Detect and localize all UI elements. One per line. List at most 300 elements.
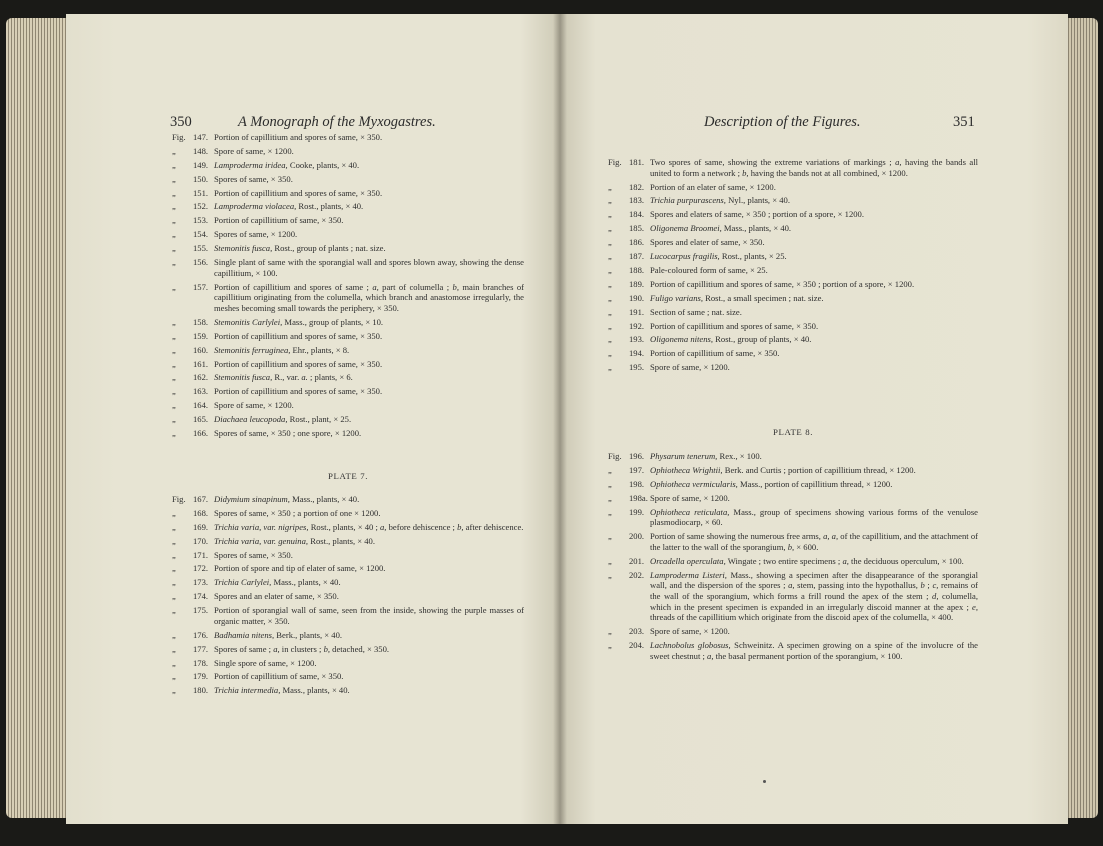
right-figure-list	[608, 157, 978, 376]
figure-label: „	[172, 563, 176, 574]
figure-number: 178.	[193, 657, 209, 668]
italic-text: Trichia varia, var. genuina,	[214, 535, 309, 546]
caption-text: Spores and elater of same, × 350.	[650, 237, 765, 248]
figure-entry	[608, 251, 978, 262]
figure-label: „	[172, 400, 176, 411]
caption-text: Cooke, plants, × 40.	[287, 159, 360, 170]
figure-caption	[650, 223, 978, 234]
figure-caption	[650, 195, 978, 206]
italic-text: Ophiotheca Wrightii,	[650, 464, 723, 475]
plate-title: PLATE 8.	[773, 427, 813, 437]
figure-caption	[650, 279, 978, 290]
caption-text: the basal permanent portion of the sporangium, × 100.	[713, 650, 903, 661]
figure-number: 173.	[193, 577, 209, 588]
figure-label: „	[608, 362, 612, 373]
figure-caption	[214, 215, 524, 226]
figure-number: 181.	[629, 157, 645, 167]
figure-label: „	[608, 278, 612, 289]
caption-text: stem, passing into the hypothallus,	[794, 580, 921, 591]
italic-text: a,	[273, 643, 280, 654]
caption-text: Rost., plants, × 40 ;	[308, 521, 380, 532]
figure-label: „	[172, 643, 176, 654]
figure-label: „	[172, 159, 176, 170]
figure-entry	[608, 493, 978, 504]
italic-text: Stemonitis fusca,	[214, 243, 273, 254]
caption-text: Single plant of same with the sporangial wall and spores blown away, showing the dense capillitium, × 100.	[214, 257, 524, 278]
caption-text: Spores of same, × 350 ; one spore, × 1200.	[214, 428, 362, 439]
figure-caption	[214, 257, 524, 278]
caption-text: Rost., plant, × 25.	[287, 414, 352, 425]
figure-label: „	[608, 348, 612, 359]
figure-caption	[650, 626, 978, 637]
figure-number: 175.	[193, 605, 209, 616]
figure-number: 197.	[629, 464, 645, 475]
figure-caption	[214, 685, 524, 696]
figure-caption	[214, 494, 524, 505]
caption-text: of the capillitium, and the attachment of the latter to the wall of the sporangium,	[650, 531, 978, 552]
figure-caption	[214, 550, 524, 561]
figure-label: „	[172, 358, 176, 369]
figure-entry	[172, 386, 524, 397]
figure-number: 182.	[629, 181, 645, 192]
italic-text: a,	[895, 157, 902, 167]
figure-label: „	[608, 492, 612, 503]
figure-label: „	[608, 209, 612, 220]
figure-caption	[214, 644, 524, 655]
figure-caption	[214, 508, 524, 519]
figure-number: 157.	[193, 281, 209, 292]
italic-text: Stemonitis Carlylei,	[214, 316, 283, 327]
figure-label: „	[172, 229, 176, 240]
italic-text: a,	[372, 281, 379, 292]
caption-text: Portion of an elater of same, × 1200.	[650, 181, 776, 192]
caption-text: Rost., plants, × 25.	[719, 251, 787, 262]
figure-entry	[608, 479, 978, 490]
figure-entry	[608, 279, 978, 290]
figure-entry	[608, 195, 978, 206]
caption-text: remains of the wall of the sporangium, which forms a frill round the apex of the stem ;	[650, 580, 978, 602]
caption-text: Spores of same, × 1200.	[214, 229, 298, 240]
figure-label: Fig.	[172, 132, 186, 142]
figure-number: 194.	[629, 348, 645, 359]
caption-text: Mass., group of specimens showing various forms of the venulose plasmodiocarp, × 60.	[650, 506, 978, 528]
figure-entry	[172, 671, 524, 682]
figure-number: 152.	[193, 201, 209, 212]
caption-text: Berk., plants, × 40.	[274, 629, 343, 640]
figure-caption	[214, 414, 524, 425]
figure-entry	[172, 536, 524, 547]
caption-text: Rex., × 100.	[717, 451, 762, 461]
figure-caption	[650, 556, 978, 567]
figure-label: „	[172, 605, 176, 616]
figure-number: 203.	[629, 626, 645, 637]
figure-entry	[172, 508, 524, 519]
figure-label: Fig.	[172, 494, 186, 504]
italic-text: Fuligo varians,	[650, 292, 703, 303]
caption-text: Spore of same, × 1200.	[214, 400, 294, 411]
caption-text: having the bands all united to form a network ;	[650, 157, 978, 178]
figure-number: 192.	[629, 320, 645, 331]
italic-text: a.	[301, 372, 308, 383]
figure-label: „	[172, 257, 176, 268]
figure-number: 166.	[193, 428, 209, 439]
figure-caption	[214, 400, 524, 411]
figure-entry	[172, 282, 524, 314]
figure-entry	[608, 293, 978, 304]
figure-number: 184.	[629, 209, 645, 220]
figure-number: 169.	[193, 521, 209, 532]
caption-text: Portion of spore and tip of elater of same, × 1200.	[214, 563, 386, 574]
italic-text: Trichia intermedia,	[214, 685, 281, 696]
caption-text: in clusters ;	[279, 643, 324, 654]
caption-text: columella, which in the present specimen is expanded in an irregularly discoid manner at the apex ;	[650, 591, 978, 612]
figure-label: „	[608, 626, 612, 637]
right-page	[560, 14, 1068, 824]
figure-caption	[214, 577, 524, 588]
caption-text: Rost., group of plants, × 40.	[713, 334, 812, 345]
caption-text: Portion of capillitium of same, × 350.	[214, 671, 344, 682]
figure-label: „	[608, 320, 612, 331]
figure-label: „	[172, 330, 176, 341]
figure-label: „	[608, 223, 612, 234]
figure-number: 186.	[629, 237, 645, 248]
figure-label: „	[172, 657, 176, 668]
figure-number: 196.	[629, 451, 645, 461]
figure-number: 200.	[629, 531, 645, 542]
figure-label: „	[608, 464, 612, 475]
figure-caption	[650, 321, 978, 332]
figure-entry	[172, 345, 524, 356]
caption-text: Mass., plants, × 40.	[271, 577, 341, 588]
italic-text: Trichia varia, var. nigripes,	[214, 521, 309, 532]
figure-number: 164.	[193, 400, 209, 411]
caption-text: threads of the capillitium which originate from the discoid apex of the columella, × 400.	[650, 612, 954, 623]
caption-text: Rost., plants, × 40.	[296, 201, 364, 212]
figure-label: „	[172, 201, 176, 212]
figure-caption	[214, 146, 524, 157]
figure-label: „	[172, 215, 176, 226]
figure-number: 190.	[629, 292, 645, 303]
figure-label: „	[608, 640, 612, 651]
caption-text: Wingate ; two entire specimens ;	[725, 555, 843, 566]
caption-text: detached, × 350.	[330, 643, 390, 654]
figure-number: 193.	[629, 334, 645, 345]
caption-text: Portion of capillitium of same, × 350.	[214, 215, 344, 226]
figure-entry	[608, 570, 978, 624]
caption-text: Spores and an elater of same, × 350.	[214, 591, 339, 602]
caption-text: Mass., portion of capillitium thread, × 1200.	[737, 478, 893, 489]
figure-number: 171.	[193, 549, 209, 560]
figure-entry	[172, 428, 524, 439]
right-running-title: Description of the Figures.	[704, 114, 861, 130]
figure-label: „	[172, 507, 176, 518]
figure-caption	[214, 188, 524, 199]
figure-caption	[650, 307, 978, 318]
figure-label: Fig.	[608, 157, 622, 167]
caption-text: Spore of same, × 1200.	[650, 626, 730, 637]
italic-text: b,	[742, 167, 749, 178]
italic-text: Badhamia nitens,	[214, 629, 275, 640]
figure-number: 172.	[193, 563, 209, 574]
italic-text: e,	[972, 601, 978, 612]
italic-text: Lamproderma Listeri,	[650, 569, 727, 580]
caption-text: before dehiscence ;	[386, 521, 458, 532]
caption-text: Spores of same, × 350.	[214, 173, 293, 184]
figure-caption	[650, 348, 978, 359]
figure-number: 180.	[193, 685, 209, 696]
figure-caption	[214, 243, 524, 254]
caption-text: Mass., plants, × 40.	[289, 494, 360, 504]
figure-entry	[608, 362, 978, 373]
figure-caption	[214, 359, 524, 370]
figure-label: „	[172, 344, 176, 355]
figure-caption	[214, 630, 524, 641]
italic-text: Oligonema nitens,	[650, 334, 714, 345]
caption-text: Mass., showing a specimen after the disappearance of the sporangial wall, and the dispersion of the spores ;	[650, 569, 978, 591]
italic-text: Lucocarpus fragilis,	[650, 251, 720, 262]
figure-caption	[214, 563, 524, 574]
italic-text: b,	[452, 281, 459, 292]
figure-entry	[172, 188, 524, 199]
figure-entry	[608, 640, 978, 661]
figure-caption	[214, 522, 524, 533]
figure-number: 177.	[193, 643, 209, 654]
figure-caption	[650, 570, 978, 624]
caption-text: Nyl., plants, × 40.	[725, 195, 790, 206]
caption-text: the deciduous operculum, × 100.	[848, 555, 964, 566]
figure-entry	[608, 465, 978, 476]
figure-label: „	[172, 577, 176, 588]
page-mark	[763, 780, 766, 783]
italic-text: Didymium sinapinum,	[214, 494, 290, 504]
figure-entry	[608, 348, 978, 359]
figure-entry	[608, 223, 978, 234]
caption-text: Mass., group of plants, × 10.	[282, 316, 384, 327]
figure-entry	[172, 317, 524, 328]
figure-caption	[650, 493, 978, 504]
figure-entry	[172, 174, 524, 185]
figure-label: „	[172, 187, 176, 198]
figure-number: 188.	[629, 264, 645, 275]
caption-text: Spores of same ;	[214, 643, 274, 654]
figure-entry	[172, 630, 524, 641]
caption-text: having the bands not at all combined, × 1200.	[748, 167, 908, 178]
caption-text: Two spores of same, showing the extreme variations of markings ;	[650, 157, 896, 167]
figure-entry	[608, 265, 978, 276]
figure-entry	[172, 577, 524, 588]
figure-caption	[650, 507, 978, 528]
caption-text: after dehiscence.	[463, 521, 524, 532]
figure-caption	[650, 182, 978, 193]
figure-entry	[172, 494, 524, 505]
figure-entry	[172, 331, 524, 342]
left-page-edges	[6, 18, 70, 818]
figure-label: „	[172, 243, 176, 254]
figure-number: 148.	[193, 145, 209, 156]
figure-entry	[608, 507, 978, 528]
caption-text: Berk. and Curtis ; portion of capillitium thread, × 1200.	[722, 464, 916, 475]
caption-text: Portion of capillitium and spores of same, × 350.	[214, 358, 383, 369]
italic-text: Ophiotheca vermicularis,	[650, 478, 738, 489]
figure-label: „	[172, 535, 176, 546]
figure-caption	[650, 640, 978, 661]
right-figure-list-plate-8	[608, 451, 978, 665]
figure-entry	[172, 160, 524, 171]
figure-entry	[172, 550, 524, 561]
figure-number: 189.	[629, 278, 645, 289]
figure-number: 185.	[629, 223, 645, 234]
caption-text: Mass., plants, × 40.	[280, 685, 350, 696]
figure-label: „	[172, 372, 176, 383]
caption-text: Rost., plants, × 40.	[308, 535, 375, 546]
figure-entry	[608, 182, 978, 193]
caption-text: Pale-coloured form of same, × 25.	[650, 264, 768, 275]
italic-text: Oligonema Broomei,	[650, 223, 722, 234]
figure-number: 183.	[629, 195, 645, 206]
figure-label: „	[608, 181, 612, 192]
figure-caption	[214, 386, 524, 397]
figure-caption	[650, 479, 978, 490]
figure-entry	[172, 644, 524, 655]
figure-number: 168.	[193, 507, 209, 518]
figure-entry	[172, 257, 524, 278]
figure-label: „	[608, 264, 612, 275]
caption-text: part of columella ;	[378, 281, 453, 292]
figure-label: „	[608, 306, 612, 317]
figure-caption	[214, 331, 524, 342]
figure-number: 149.	[193, 159, 209, 170]
figure-number: 163.	[193, 386, 209, 397]
figure-number: 158.	[193, 316, 209, 327]
figure-entry	[172, 215, 524, 226]
left-running-title: A Monograph of the Myxogastres.	[238, 114, 436, 130]
figure-caption	[214, 372, 524, 383]
figure-entry	[172, 372, 524, 383]
figure-number: 174.	[193, 591, 209, 602]
caption-text: ; plants, × 6.	[307, 372, 353, 383]
caption-text: Portion of capillitium and spores of same, × 350.	[214, 386, 383, 397]
figure-number: 187.	[629, 251, 645, 262]
figure-caption	[214, 201, 524, 212]
figure-number: 155.	[193, 243, 209, 254]
figure-entry	[608, 321, 978, 332]
caption-text: Spores of same, × 350.	[214, 549, 293, 560]
figure-caption	[214, 229, 524, 240]
figure-caption	[214, 174, 524, 185]
figure-caption	[650, 451, 978, 462]
figure-caption	[214, 345, 524, 356]
figure-label: „	[172, 386, 176, 397]
figure-number: 201.	[629, 555, 645, 566]
italic-text: Stemonitis fusca,	[214, 372, 273, 383]
figure-label: „	[608, 334, 612, 345]
caption-text: main branches of capillitium originating from the columella, which branch and anastomose irregularly, the meshes becoming small towards the periphery, × 350.	[214, 281, 524, 314]
figure-entry	[172, 132, 524, 143]
caption-text: Spores and elaters of same, × 350 ; portion of a spore, × 1200.	[650, 209, 864, 220]
italic-text: Diachaea leucopoda,	[214, 414, 288, 425]
figure-number: 195.	[629, 362, 645, 373]
figure-entry	[608, 237, 978, 248]
left-figure-list-plate-7	[172, 494, 524, 699]
figure-caption	[650, 157, 978, 178]
figure-label: „	[172, 521, 176, 532]
figure-number: 198a.	[629, 492, 648, 503]
italic-text: Trichia Carlylei,	[214, 577, 272, 588]
figure-label: „	[172, 281, 176, 292]
italic-text: b	[920, 580, 925, 591]
caption-text: Portion of capillitium and spores of same, × 350.	[214, 330, 383, 341]
figure-entry	[608, 307, 978, 318]
italic-text: Trichia purpurascens,	[650, 195, 726, 206]
figure-caption	[214, 132, 524, 143]
figure-number: 199.	[629, 506, 645, 517]
figure-caption	[650, 209, 978, 220]
caption-text: Section of same ; nat. size.	[650, 306, 742, 317]
caption-text: R., var.	[272, 372, 302, 383]
figure-caption	[214, 605, 524, 626]
italic-text: Stemonitis ferruginea,	[214, 344, 291, 355]
figure-label: „	[172, 173, 176, 184]
caption-text: Portion of sporangial wall of same, seen from the inside, showing the purple masses of organic matter, × 350.	[214, 605, 524, 626]
figure-number: 204.	[629, 640, 645, 651]
left-figure-list	[172, 132, 524, 442]
figure-number: 151.	[193, 187, 209, 198]
figure-caption	[214, 671, 524, 682]
figure-entry	[172, 522, 524, 533]
figure-entry	[172, 400, 524, 411]
figure-caption	[650, 251, 978, 262]
figure-caption	[650, 265, 978, 276]
figure-caption	[214, 591, 524, 602]
figure-entry	[172, 563, 524, 574]
figure-number: 160.	[193, 344, 209, 355]
italic-text: c,	[932, 580, 939, 591]
figure-caption	[650, 237, 978, 248]
caption-text: Schweinitz. A specimen growing on a spine of the involucre of the sweet chestnut ;	[650, 640, 978, 661]
figure-caption	[214, 282, 524, 314]
figure-entry	[608, 531, 978, 552]
figure-entry	[172, 359, 524, 370]
figure-caption	[650, 531, 978, 552]
caption-text: Mass., plants, × 40.	[721, 223, 792, 234]
figure-label: „	[172, 671, 176, 682]
right-page-edges	[1066, 18, 1098, 818]
caption-text: Spore of same, × 1200.	[214, 145, 294, 156]
figure-entry	[608, 157, 978, 178]
italic-text: Lamproderma violacea,	[214, 201, 297, 212]
figure-number: 167.	[193, 494, 209, 504]
caption-text: Rost., a small specimen ; nat. size.	[703, 292, 824, 303]
figure-entry	[608, 334, 978, 345]
italic-text: b,	[787, 541, 795, 552]
figure-entry	[172, 414, 524, 425]
figure-entry	[608, 556, 978, 567]
figure-caption	[650, 465, 978, 476]
figure-label: Fig.	[608, 451, 622, 461]
caption-text: Spores of same, × 350 ; a portion of one × 1200.	[214, 507, 381, 518]
italic-text: Lamproderma iridea,	[214, 159, 288, 170]
figure-label: „	[608, 555, 612, 566]
figure-entry	[172, 229, 524, 240]
figure-number: 147.	[193, 132, 209, 142]
caption-text: Portion of capillitium and spores of same ;	[214, 281, 373, 292]
right-page-number: 351	[953, 114, 975, 130]
figure-number: 191.	[629, 306, 645, 317]
italic-text: b,	[323, 643, 331, 654]
caption-text: Rost., group of plants ; nat. size.	[272, 243, 386, 254]
figure-number: 198.	[629, 478, 645, 489]
figure-number: 165.	[193, 414, 209, 425]
